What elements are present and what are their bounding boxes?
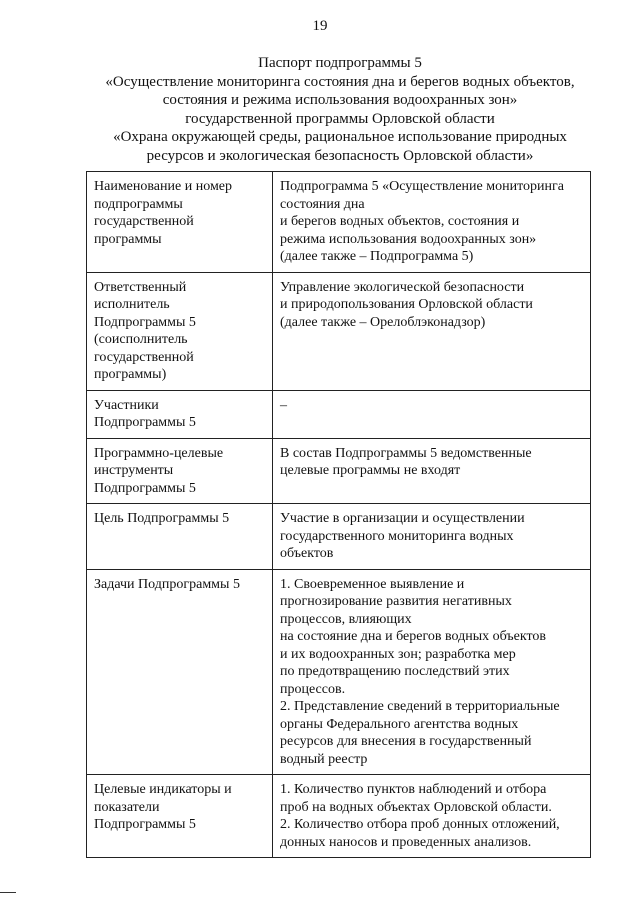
row-label-line: исполнитель [94,297,170,312]
heading-line: «Осуществление мониторинга состояния дна и берегов водных объектов, [105,73,575,90]
table-row [87,172,591,273]
row-value-cell [273,172,591,273]
row-value-line: режима использования водоохранных зон» [280,231,537,247]
row-label-cell [87,438,273,504]
row-label-line: Наименование и номер [94,179,233,194]
row-value-line: и природопользования Орловской области [280,297,533,312]
row-value-cell [273,390,591,438]
row-label-cell [87,775,273,858]
heading-line: состояния и режима использования водоохранных зон» [162,92,518,108]
heading-line: Паспорт подпрограммы 5 [258,55,422,71]
margin-mark [0,892,16,893]
row-label-line: Подпрограммы 5 [94,415,196,430]
passport-heading [60,54,620,165]
row-label-line: государственной [94,214,194,229]
row-label-line: показатели [94,799,160,815]
row-value-cell [273,272,591,390]
row-label-cell [87,569,273,775]
row-value-line: состояния дна [280,196,365,212]
row-label-line: Цель Подпрограммы 5 [94,511,230,526]
row-value-line: процессов. [280,681,346,697]
row-value-line: прогнозирование развития негативных [280,594,512,609]
row-label-cell [87,172,273,273]
row-label-line: инструменты [94,463,174,478]
heading-line: государственной программы Орловской области [185,110,495,127]
row-value-line: объектов [280,546,334,561]
row-label-line: Программно-целевые [94,445,224,461]
table-row [87,272,591,390]
table-row [87,438,591,504]
row-label-line: Подпрограммы 5 [94,314,196,330]
row-value-line: Участие в организации и осуществлении [280,511,525,526]
row-value-line: – [280,397,287,413]
table-row [87,390,591,438]
row-value-cell [273,569,591,775]
row-value-line: по предотвращению последствий этих [280,664,510,679]
heading-line: ресурсов и экологическая безопасность Орловской области» [146,147,534,164]
row-label-line: Целевые индикаторы и [94,782,232,797]
page-number: 19 [312,18,328,34]
row-value-line: на состояние дна и берегов водных объектов [280,629,546,644]
passport-table [86,171,591,858]
table-row [87,775,591,858]
passport-table-body [87,172,591,858]
row-label-line: подпрограммы [94,196,183,212]
row-value-line: донных наносов и проведенных анализов. [280,834,532,850]
row-value-cell [273,438,591,504]
table-row [87,504,591,570]
row-value-line: 2. Представление сведений в территориальные [280,699,560,714]
row-value-line: 1. Своевременное выявление и [280,576,465,592]
row-label-cell [87,272,273,390]
row-label-line: программы [94,231,162,247]
row-value-line: и берегов водных объектов, состояния и [280,214,520,229]
row-value-line: 1. Количество пунктов наблюдений и отбора [280,782,547,797]
row-value-cell [273,775,591,858]
row-label-line: (соисполнитель [94,332,188,347]
row-value-line: 2. Количество отбора проб донных отложений, [280,817,560,832]
row-label-line: Ответственный [94,279,187,295]
row-label-line: Участники [94,397,159,413]
row-value-line: органы Федерального агентства водных [280,716,519,732]
row-label-cell [87,390,273,438]
row-value-line: (далее также – Подпрограмма 5) [280,249,474,264]
row-value-line: (далее также – Орелоблэконадзор) [280,314,486,330]
row-label-line: государственной [94,349,194,365]
row-value-line: процессов, влияющих [280,611,412,627]
row-value-line: целевые программы не входят [280,463,461,478]
row-label-cell [87,504,273,570]
row-value-line: ресурсов для внесения в государственный [280,734,532,749]
row-label-line: программы) [94,367,167,382]
row-value-line: Подпрограмма 5 «Осуществление мониторинга [280,179,564,194]
row-label-line: Подпрограммы 5 [94,817,196,832]
row-label-line: Подпрограммы 5 [94,480,196,496]
row-value-line: и их водоохранных зон; разработка мер [280,646,516,662]
row-value-line: Управление экологической безопасности [280,279,525,295]
row-label-line: Задачи Подпрограммы 5 [94,576,240,592]
row-value-line: В состав Подпрограммы 5 ведомственные [280,445,532,461]
row-value-line: государственного мониторинга водных [280,528,514,544]
row-value-line: водный реестр [280,751,368,767]
heading-line: «Охрана окружающей среды, рациональное использование природных [113,129,567,145]
table-row [87,569,591,775]
row-value-cell [273,504,591,570]
row-value-line: проб на водных объектах Орловской области. [280,799,552,815]
